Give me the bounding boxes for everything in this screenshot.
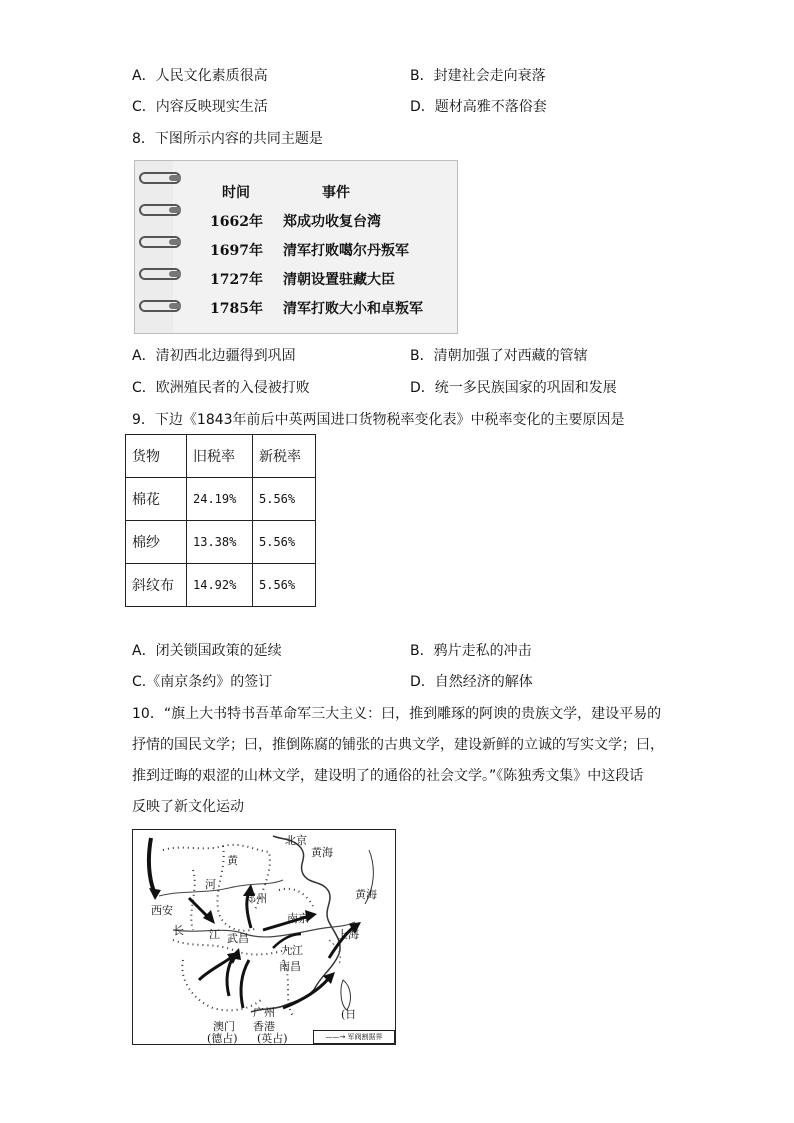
q10-text-line: 10．“旗上大书特书吾革命军三大主义：曰，推到雕琢的阿谀的贵族文学，建设平易的 — [132, 706, 662, 722]
map-label-chang: 长 — [173, 924, 184, 937]
q8-option-c: C．欧洲殖民者的入侵被打败 — [132, 380, 310, 396]
table-cell: 24.19% — [187, 478, 253, 521]
q7-option-c: C．内容反映现实生活 — [132, 99, 268, 115]
map-label-nanchang: 南昌 — [279, 960, 301, 973]
figure-event: 郑成功收复台湾 — [283, 214, 381, 230]
map-label-xianggang: 香港 — [253, 1020, 275, 1033]
figure-event: 清军打败大小和卓叛军 — [283, 301, 423, 317]
table-cell: 13.38% — [187, 521, 253, 564]
table-cell: 斜纹布 — [126, 564, 187, 607]
figure-header-time: 时间 — [222, 185, 250, 201]
table-row — [126, 564, 316, 607]
map-label-jiang: 江 — [209, 928, 220, 941]
q10-text-line: 推到迂晦的艰涩的山林文学，建设明了的通俗的社会文学。”《陈独秀文集》中这段话 — [132, 768, 644, 784]
q9-stem: 9．下边《1843年前后中英两国进口货物税率变化表》中税率变化的主要原因是 — [132, 412, 625, 428]
q9-option-d: D．自然经济的解体 — [410, 674, 533, 690]
table-cell: 14.92% — [187, 564, 253, 607]
table-cell: 5.56% — [253, 521, 316, 564]
table-header-row — [126, 435, 316, 478]
spiral-ring-icon — [139, 235, 183, 249]
q8-option-a: A．清初西北边疆得到巩固 — [132, 348, 296, 364]
figure-year: 1697年 — [210, 243, 263, 259]
table-cell: 5.56% — [253, 564, 316, 607]
q9-option-b: B．鸦片走私的冲击 — [410, 643, 532, 659]
table-header-cell: 货物 — [126, 435, 187, 478]
table-row — [126, 521, 316, 564]
map-label-wuchang: 武昌 — [227, 932, 249, 945]
map-label-huang: 黄 — [227, 854, 238, 867]
map-label-degu: (德占) — [207, 1032, 238, 1045]
map-label-he: 河 — [205, 878, 216, 891]
q8-option-d: D．统一多民族国家的巩固和发展 — [410, 380, 617, 396]
spiral-ring-icon — [139, 171, 183, 185]
map-label-yinggu: (英占) — [257, 1032, 288, 1045]
map-label-ri: (日 — [341, 1008, 357, 1021]
map-label-xian: 西安 — [151, 904, 173, 917]
historical-map — [132, 829, 396, 1045]
spiral-ring-icon — [139, 267, 183, 281]
spiral-ring-icon — [139, 203, 183, 217]
map-label-nanjing: 南京 — [287, 912, 309, 925]
q8-option-b: B．清朝加强了对西藏的管辖 — [410, 348, 588, 364]
q8-stem: 8．下图所示内容的共同主题是 — [132, 131, 323, 147]
map-label-huanghai-1: 黄海 — [311, 846, 333, 859]
q10-text-line: 反映了新文化运动 — [132, 799, 244, 815]
figure-year: 1727年 — [210, 272, 263, 288]
q7-option-b: B．封建社会走向衰落 — [410, 68, 546, 84]
map-legend: ——→ 军阀割据界 — [313, 1030, 395, 1044]
q7-option-a: A．人民文化素质很高 — [132, 68, 268, 84]
figure-year: 1662年 — [210, 214, 263, 230]
map-label-beijing: 北京 — [285, 834, 307, 847]
map-label-huanghai-2: 黄海 — [355, 888, 377, 901]
table-cell: 棉花 — [126, 478, 187, 521]
q9-option-a: A．闭关锁国政策的延续 — [132, 643, 282, 659]
map-label-guangzhou: 广州 — [253, 1006, 275, 1019]
spiral-ring-icon — [139, 299, 183, 313]
map-label-aomen: 澳门 — [213, 1020, 235, 1033]
figure-header-event: 事件 — [322, 185, 350, 201]
tax-rate-table — [125, 434, 316, 607]
map-label-shanghai: 上海 — [337, 928, 359, 941]
q9-option-c: C.《南京条约》的签订 — [132, 674, 273, 690]
table-row — [126, 478, 316, 521]
figure-year: 1785年 — [210, 301, 263, 317]
q7-option-d: D．题材高雅不落俗套 — [410, 99, 547, 115]
table-header-cell: 新税率 — [253, 435, 316, 478]
table-header-cell: 旧税率 — [187, 435, 253, 478]
map-label-jiujiang: 九江 — [281, 944, 303, 957]
table-cell: 5.56% — [253, 478, 316, 521]
figure-event: 清军打败噶尔丹叛军 — [283, 243, 409, 259]
map-label-zhengzhou: 郑州 — [245, 892, 267, 905]
table-cell: 棉纱 — [126, 521, 187, 564]
q10-text-line: 抒情的国民文学；曰，推倒陈腐的铺张的古典文学，建设新鲜的立诚的写实文学；曰， — [132, 737, 664, 753]
figure-event: 清朝设置驻藏大臣 — [283, 272, 395, 288]
